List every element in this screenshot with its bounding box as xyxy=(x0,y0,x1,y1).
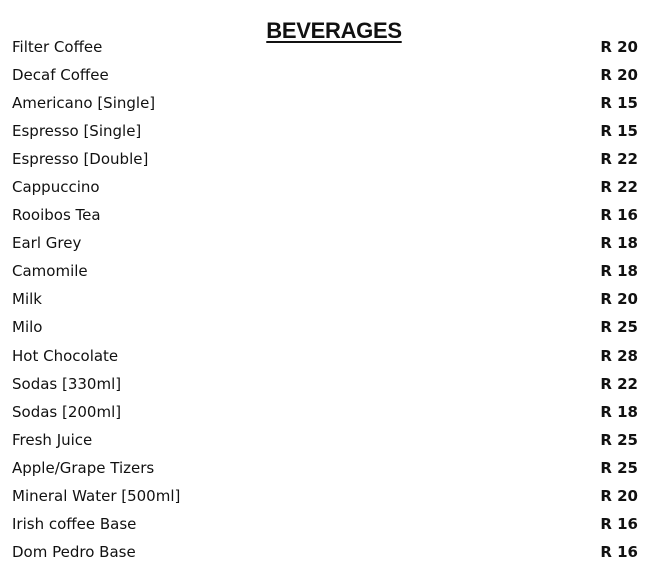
item-price: R 22 xyxy=(600,150,638,169)
item-price: R 18 xyxy=(600,234,638,253)
item-name: Sodas [200ml] xyxy=(12,402,122,421)
menu-item xyxy=(0,314,650,342)
item-name: Hot Chocolate xyxy=(12,346,119,365)
menu-item xyxy=(0,34,650,62)
item-name: Irish coffee Base xyxy=(12,514,137,533)
item-name: Earl Grey xyxy=(12,234,82,253)
menu-item xyxy=(0,455,650,483)
item-price: R 20 xyxy=(600,38,638,56)
menu-item xyxy=(0,230,650,258)
item-price: R 16 xyxy=(600,542,638,561)
menu-item xyxy=(0,146,650,174)
menu-item xyxy=(0,483,650,511)
item-name: Cappuccino xyxy=(12,178,100,197)
menu-item xyxy=(0,371,650,399)
item-name: Mineral Water [500ml] xyxy=(12,486,181,505)
item-price: R 22 xyxy=(600,374,638,393)
menu-item xyxy=(0,511,650,539)
menu-item xyxy=(0,202,650,230)
item-price: R 18 xyxy=(600,262,638,281)
menu-item xyxy=(0,62,650,90)
item-name: Milo xyxy=(12,318,43,337)
item-name: Americano [Single] xyxy=(12,94,156,113)
item-name: Rooibos Tea xyxy=(12,206,101,225)
menu-item xyxy=(0,258,650,286)
menu-item xyxy=(0,286,650,314)
item-name: Fresh Juice xyxy=(12,430,93,449)
menu-item xyxy=(0,427,650,455)
item-price: R 25 xyxy=(600,430,638,449)
menu-item-list xyxy=(0,34,650,567)
item-price: R 25 xyxy=(600,458,638,477)
item-name: Espresso [Single] xyxy=(12,122,142,141)
item-price: R 16 xyxy=(600,514,638,533)
item-name: Decaf Coffee xyxy=(12,66,109,85)
item-price: R 18 xyxy=(600,402,638,421)
menu-item xyxy=(0,174,650,202)
menu-item xyxy=(0,90,650,118)
menu-title: BEVERAGES xyxy=(266,17,402,43)
item-price: R 22 xyxy=(600,178,638,197)
item-price: R 20 xyxy=(600,66,638,85)
item-name: Camomile xyxy=(12,262,88,281)
item-price: R 20 xyxy=(600,486,638,505)
item-price: R 25 xyxy=(600,318,638,337)
item-name: Apple/Grape Tizers xyxy=(12,458,155,477)
item-price: R 15 xyxy=(600,94,638,113)
item-price: R 28 xyxy=(600,346,638,365)
item-price: R 20 xyxy=(600,290,638,309)
item-price: R 15 xyxy=(600,122,638,141)
menu-item xyxy=(0,118,650,146)
menu-item xyxy=(0,343,650,371)
item-name: Filter Coffee xyxy=(12,38,103,56)
item-name: Espresso [Double] xyxy=(12,150,149,169)
item-name: Milk xyxy=(12,290,42,309)
item-name: Dom Pedro Base xyxy=(12,542,136,561)
item-price: R 16 xyxy=(600,206,638,225)
menu-item xyxy=(0,399,650,427)
item-name: Sodas [330ml] xyxy=(12,374,122,393)
menu-item xyxy=(0,539,650,567)
